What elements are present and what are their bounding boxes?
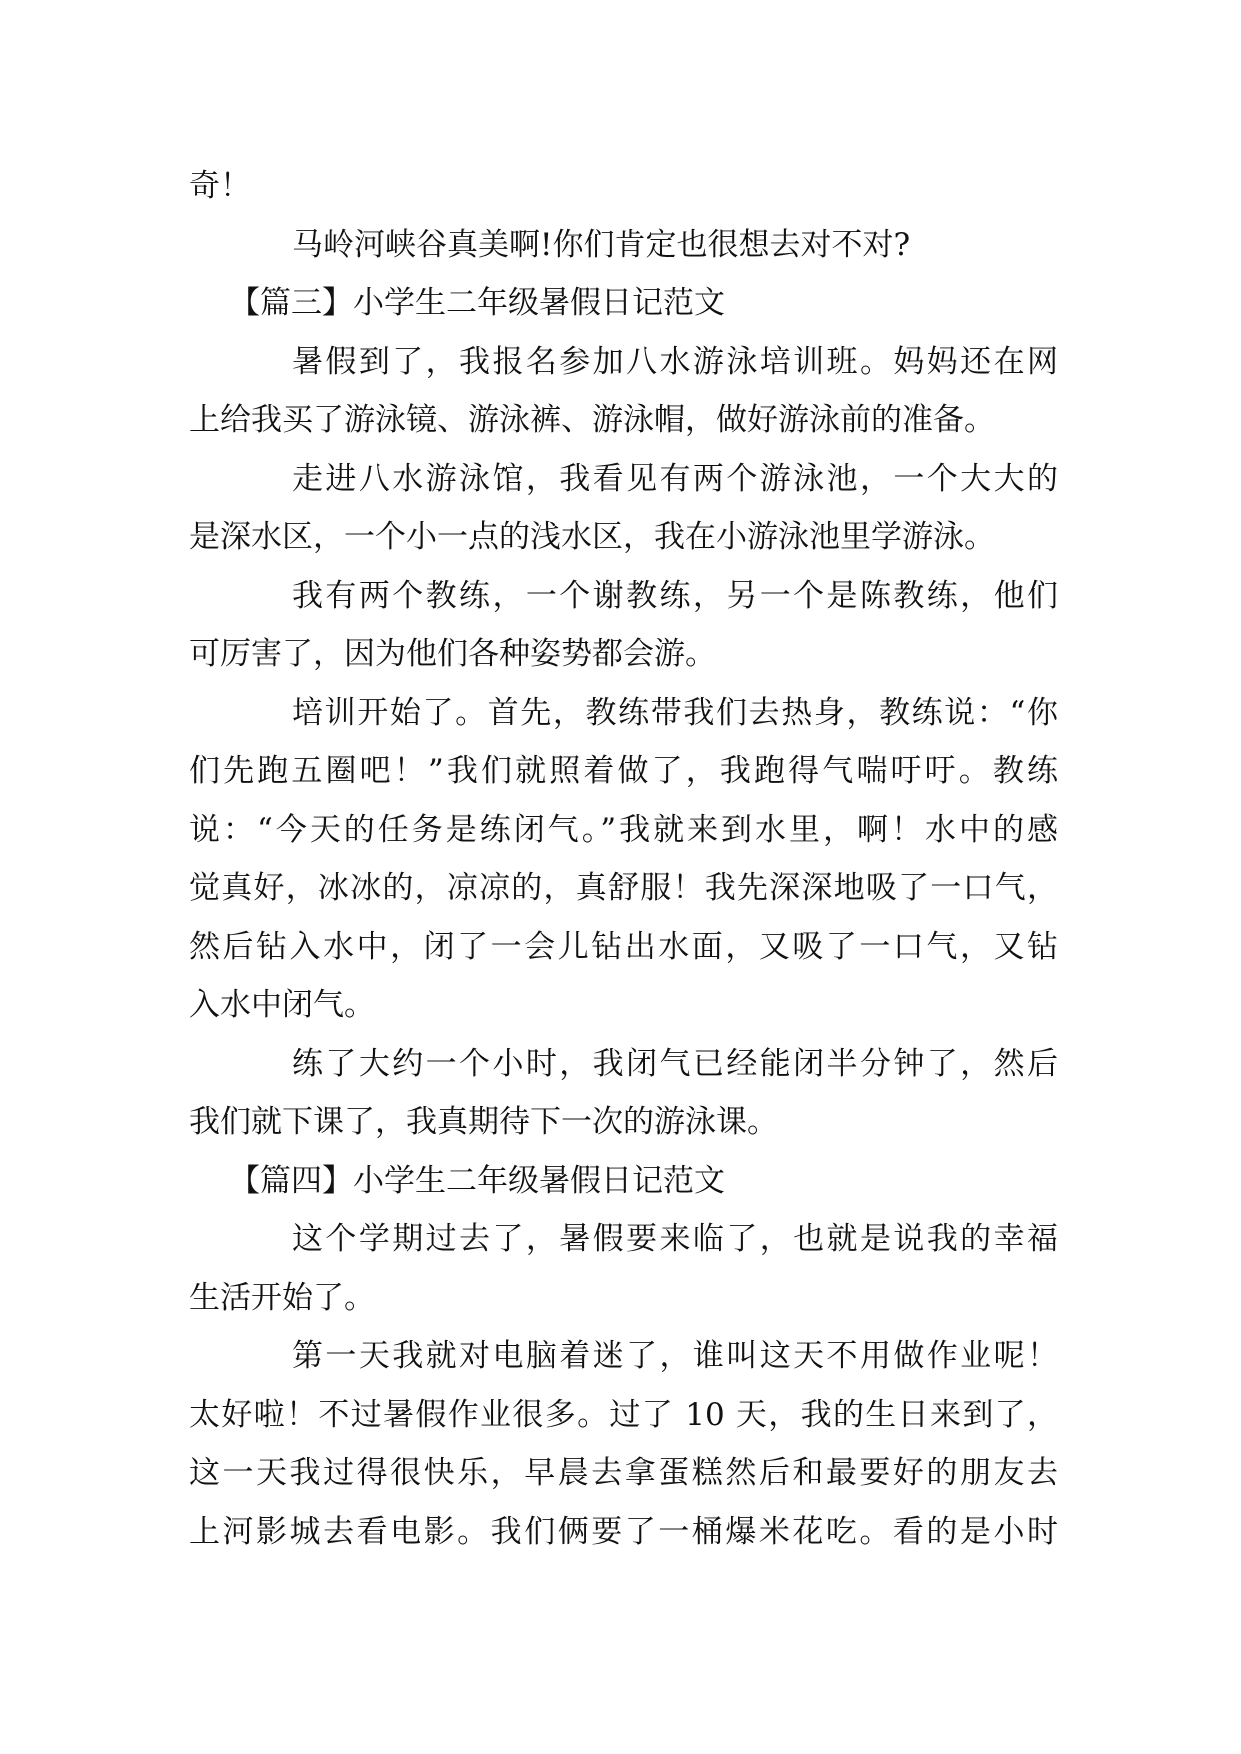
text-line: 马岭河峡谷真美啊!你们肯定也很想去对不对? bbox=[292, 226, 911, 263]
paragraph bbox=[189, 450, 1058, 567]
text-line: 可厉害了，因为他们各种姿势都会游。 bbox=[189, 636, 716, 672]
text-line: 练了大约一个小时，我闭气已经能闭半分钟了，然后 bbox=[292, 1045, 1058, 1082]
text-line: 入水中闭气。 bbox=[189, 987, 375, 1023]
paragraph bbox=[189, 567, 1058, 684]
text-line: 上给我买了游泳镜、游泳裤、游泳帽，做好游泳前的准备。 bbox=[189, 402, 995, 438]
text-line: 第一天我就对电脑着迷了，谁叫这天不用做作业呢！ bbox=[292, 1338, 1058, 1374]
text-line: 觉真好，冰冰的，凉凉的，真舒服！我先深深地吸了一口气， bbox=[189, 870, 1058, 906]
text-line: 走进八水游泳馆，我看见有两个游泳池，一个大大的 bbox=[292, 460, 1058, 497]
section-heading: 【篇四】小学生二年级暑假日记范文 bbox=[229, 1162, 725, 1199]
text-line: 然后钻入水中，闭了一会儿钻出水面，又吸了一口气，又钻 bbox=[189, 928, 1058, 965]
body-text bbox=[189, 157, 1058, 1561]
text-line: 培训开始了。首先，教练带我们去热身，教练说：“你 bbox=[292, 694, 1058, 731]
text-line: 说：“今天的任务是练闭气。”我就来到水里，啊！水中的感 bbox=[189, 811, 1058, 848]
paragraph bbox=[189, 216, 1058, 275]
text-line: 们先跑五圈吧！”我们就照着做了，我跑得气喘吁吁。教练 bbox=[189, 753, 1058, 789]
paragraph bbox=[189, 1327, 1058, 1561]
paragraph bbox=[189, 333, 1058, 450]
text-line: 太好啦！不过暑假作业很多。过了 10 天，我的生日来到了， bbox=[189, 1396, 1058, 1433]
text-line: 奇！ bbox=[189, 168, 251, 204]
text-line: 是深水区，一个小一点的浅水区，我在小游泳池里学游泳。 bbox=[189, 519, 995, 555]
paragraph bbox=[189, 157, 1058, 216]
text-line: 我有两个教练，一个谢教练，另一个是陈教练，他们 bbox=[292, 577, 1058, 614]
text-line: 这个学期过去了，暑假要来临了，也就是说我的幸福 bbox=[292, 1221, 1058, 1257]
section-heading: 【篇三】小学生二年级暑假日记范文 bbox=[229, 285, 725, 321]
text-line: 上河影城去看电影。我们俩要了一桶爆米花吃。看的是小时 bbox=[189, 1513, 1058, 1550]
paragraph bbox=[189, 1210, 1058, 1327]
text-line: 我们就下课了，我真期待下一次的游泳课。 bbox=[189, 1104, 778, 1140]
paragraph bbox=[189, 1035, 1058, 1152]
text-line: 这一天我过得很快乐，早晨去拿蛋糕然后和最要好的朋友去 bbox=[189, 1455, 1058, 1491]
text-line: 生活开始了。 bbox=[189, 1279, 375, 1316]
paragraph bbox=[189, 684, 1058, 1035]
text-line: 暑假到了，我报名参加八水游泳培训班。妈妈还在网 bbox=[292, 343, 1058, 380]
